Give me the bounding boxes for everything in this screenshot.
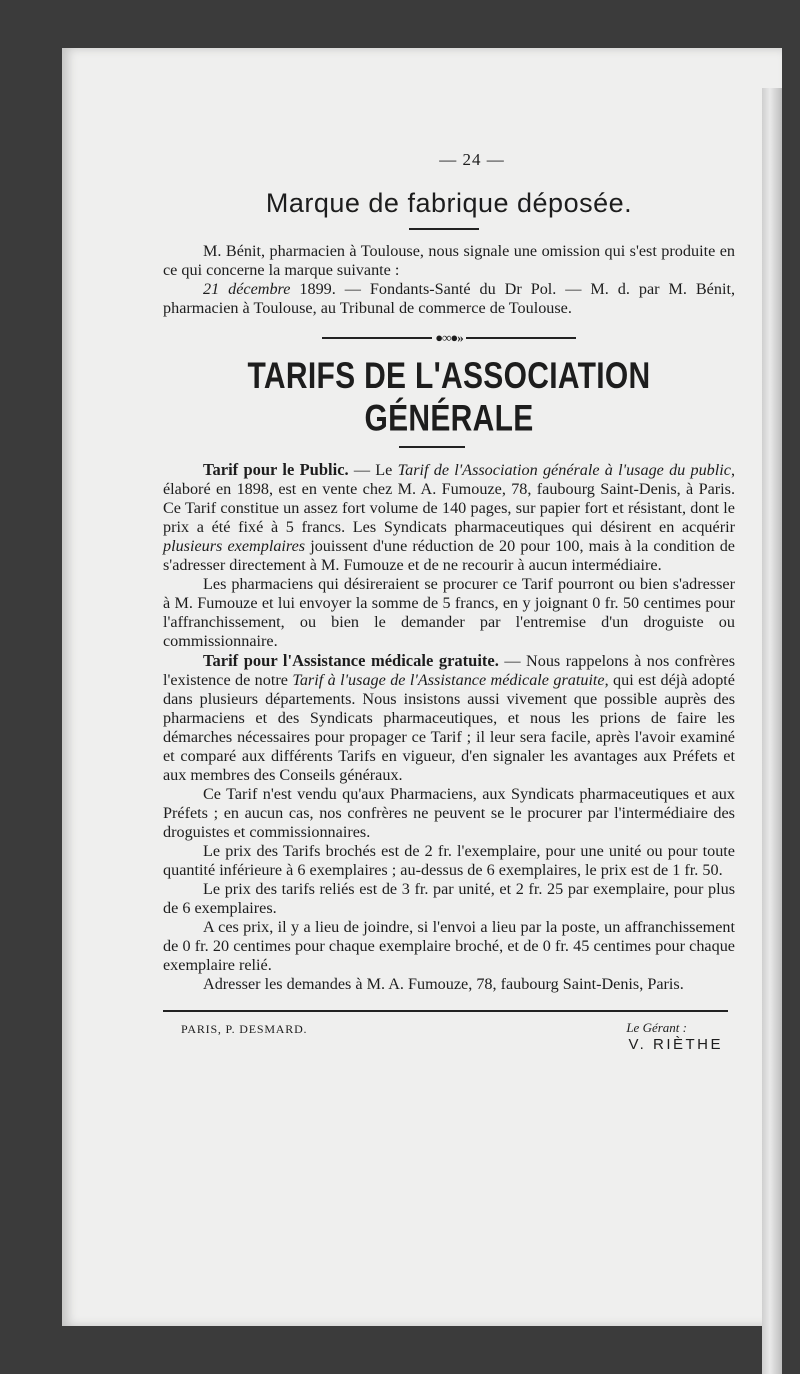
italic-run: Tarif de l'Association générale à l'usage du public	[397, 461, 731, 479]
text-run: — Le	[348, 461, 398, 479]
entry-text: 1899. — Fondants-Santé du Dr Pol. — M. d. par M. Bénit, pharmacien à Toulouse, au Tribunal de commerce de Toulouse.	[163, 280, 735, 317]
tarif-assistance-heading: Tarif pour l'Assistance médicale gratuite.	[203, 651, 499, 670]
ornament-glyph: ●∞●»	[435, 330, 463, 345]
footer-rule	[163, 1010, 728, 1012]
paragraph-commande: Les pharmaciens qui désireraient se procurer ce Tarif pourront ou bien s'adresser à M. Fumouze et lui envoyer la somme de 5 francs, en y joignant 0 fr. 50 centimes pour l'affranchissement, ou bien le demander par l'entremise d'un droguiste ou commissionnaire.	[163, 575, 735, 650]
text-run: , qui est déjà adopté dans plusieurs départements. Nous insistons aussi vivement que possible auprès des pharmaciens et des Syndicats pharmaceutiques, et nous les prions de faire les démarches nécessaires pour propager ce Tarif ; il leur sera facile, après l'avoir examiné et comparé aux différents Tarifs en vigueur, d'en signaler les avantages aux Préfets et aux membres des Conseils généraux.	[163, 671, 735, 784]
paragraph-tarif-public	[163, 460, 735, 575]
text-run: , élaboré en 1898, est en vente chez M. A. Fumouze, 78, faubourg Saint-Denis, à Paris. Ce Tarif constitue un assez fort volume de 140 pages, sur papier fort et résistant, dont le prix a été fixé à 5 francs. Les Syndicats pharmaceutiques qui désirent en acquérir	[163, 461, 736, 536]
paragraph-omission: M. Bénit, pharmacien à Toulouse, nous signale une omission qui s'est produite en ce qui concerne la marque suivante :	[163, 242, 735, 279]
entry-date: 21 décembre	[203, 280, 291, 298]
paragraph-prix-relies: Le prix des tarifs reliés est de 3 fr. par unité, et 2 fr. 25 par exemplaire, pour plus de 6 exemplaires.	[163, 880, 735, 917]
text-run: — Nous rappelons à nos confrères l'existence de notre	[163, 652, 735, 689]
italic-run: Tarif à l'usage de l'Assistance médicale gratuite	[292, 671, 605, 689]
paragraph-prix-broches: Le prix des Tarifs brochés est de 2 fr. l'exemplaire, pour une unité ou pour toute quantité inférieure à 6 exemplaires ; au-dessus de 6 exemplaires, le prix est de 1 fr. 50.	[163, 842, 735, 879]
section-title-trademark: Marque de fabrique déposée.	[265, 188, 633, 218]
paragraph-trademark-entry	[163, 280, 735, 318]
paragraph-adresse: Adresser les demandes à M. A. Fumouze, 78, faubourg Saint-Denis, Paris.	[203, 975, 684, 993]
paragraph-vente: Ce Tarif n'est vendu qu'aux Pharmaciens, aux Syndicats pharmaceutiques et aux Préfets ; en aucun cas, nos confrères ne peuvent se le procurer par l'intermédiaire des droguistes et commissionnaires.	[163, 785, 735, 841]
tarifs-underline	[399, 446, 465, 448]
section-title-tarifs: TARIFS DE L'ASSOCIATION GÉNÉRALE	[247, 355, 651, 440]
footer	[163, 1020, 735, 1053]
paragraph-affranchissement: A ces prix, il y a lieu de joindre, si l'envoi a lieu par la poste, un affranchissement de 0 fr. 20 centimes pour chaque exemplaire broché, et de 0 fr. 45 centimes pour chaque exemplaire relié.	[163, 918, 735, 974]
paragraph-tarif-assistance	[163, 651, 735, 785]
text-run: jouissent d'une réduction de 20 pour 100, mais à la condition de s'adresser directement à M. Fumouze et de ne recourir à aucun intermédiaire.	[163, 537, 735, 574]
gerant-block	[626, 1020, 735, 1053]
ornament-line-right	[466, 337, 576, 339]
page-edge	[762, 88, 782, 1374]
page-content	[163, 150, 735, 1053]
page-number: — 24 —	[439, 150, 505, 169]
ornament-line-left	[322, 337, 432, 339]
ornament-divider	[163, 330, 735, 346]
title-underline	[409, 228, 479, 230]
tarif-public-heading: Tarif pour le Public.	[203, 460, 349, 479]
italic-run: plusieurs exemplaires	[163, 537, 306, 555]
printer-imprint: PARIS, P. DESMARD.	[181, 1022, 308, 1036]
gerant-label: Le Gérant :	[626, 1020, 687, 1035]
gerant-name: V. RIÈTHE	[628, 1036, 723, 1053]
